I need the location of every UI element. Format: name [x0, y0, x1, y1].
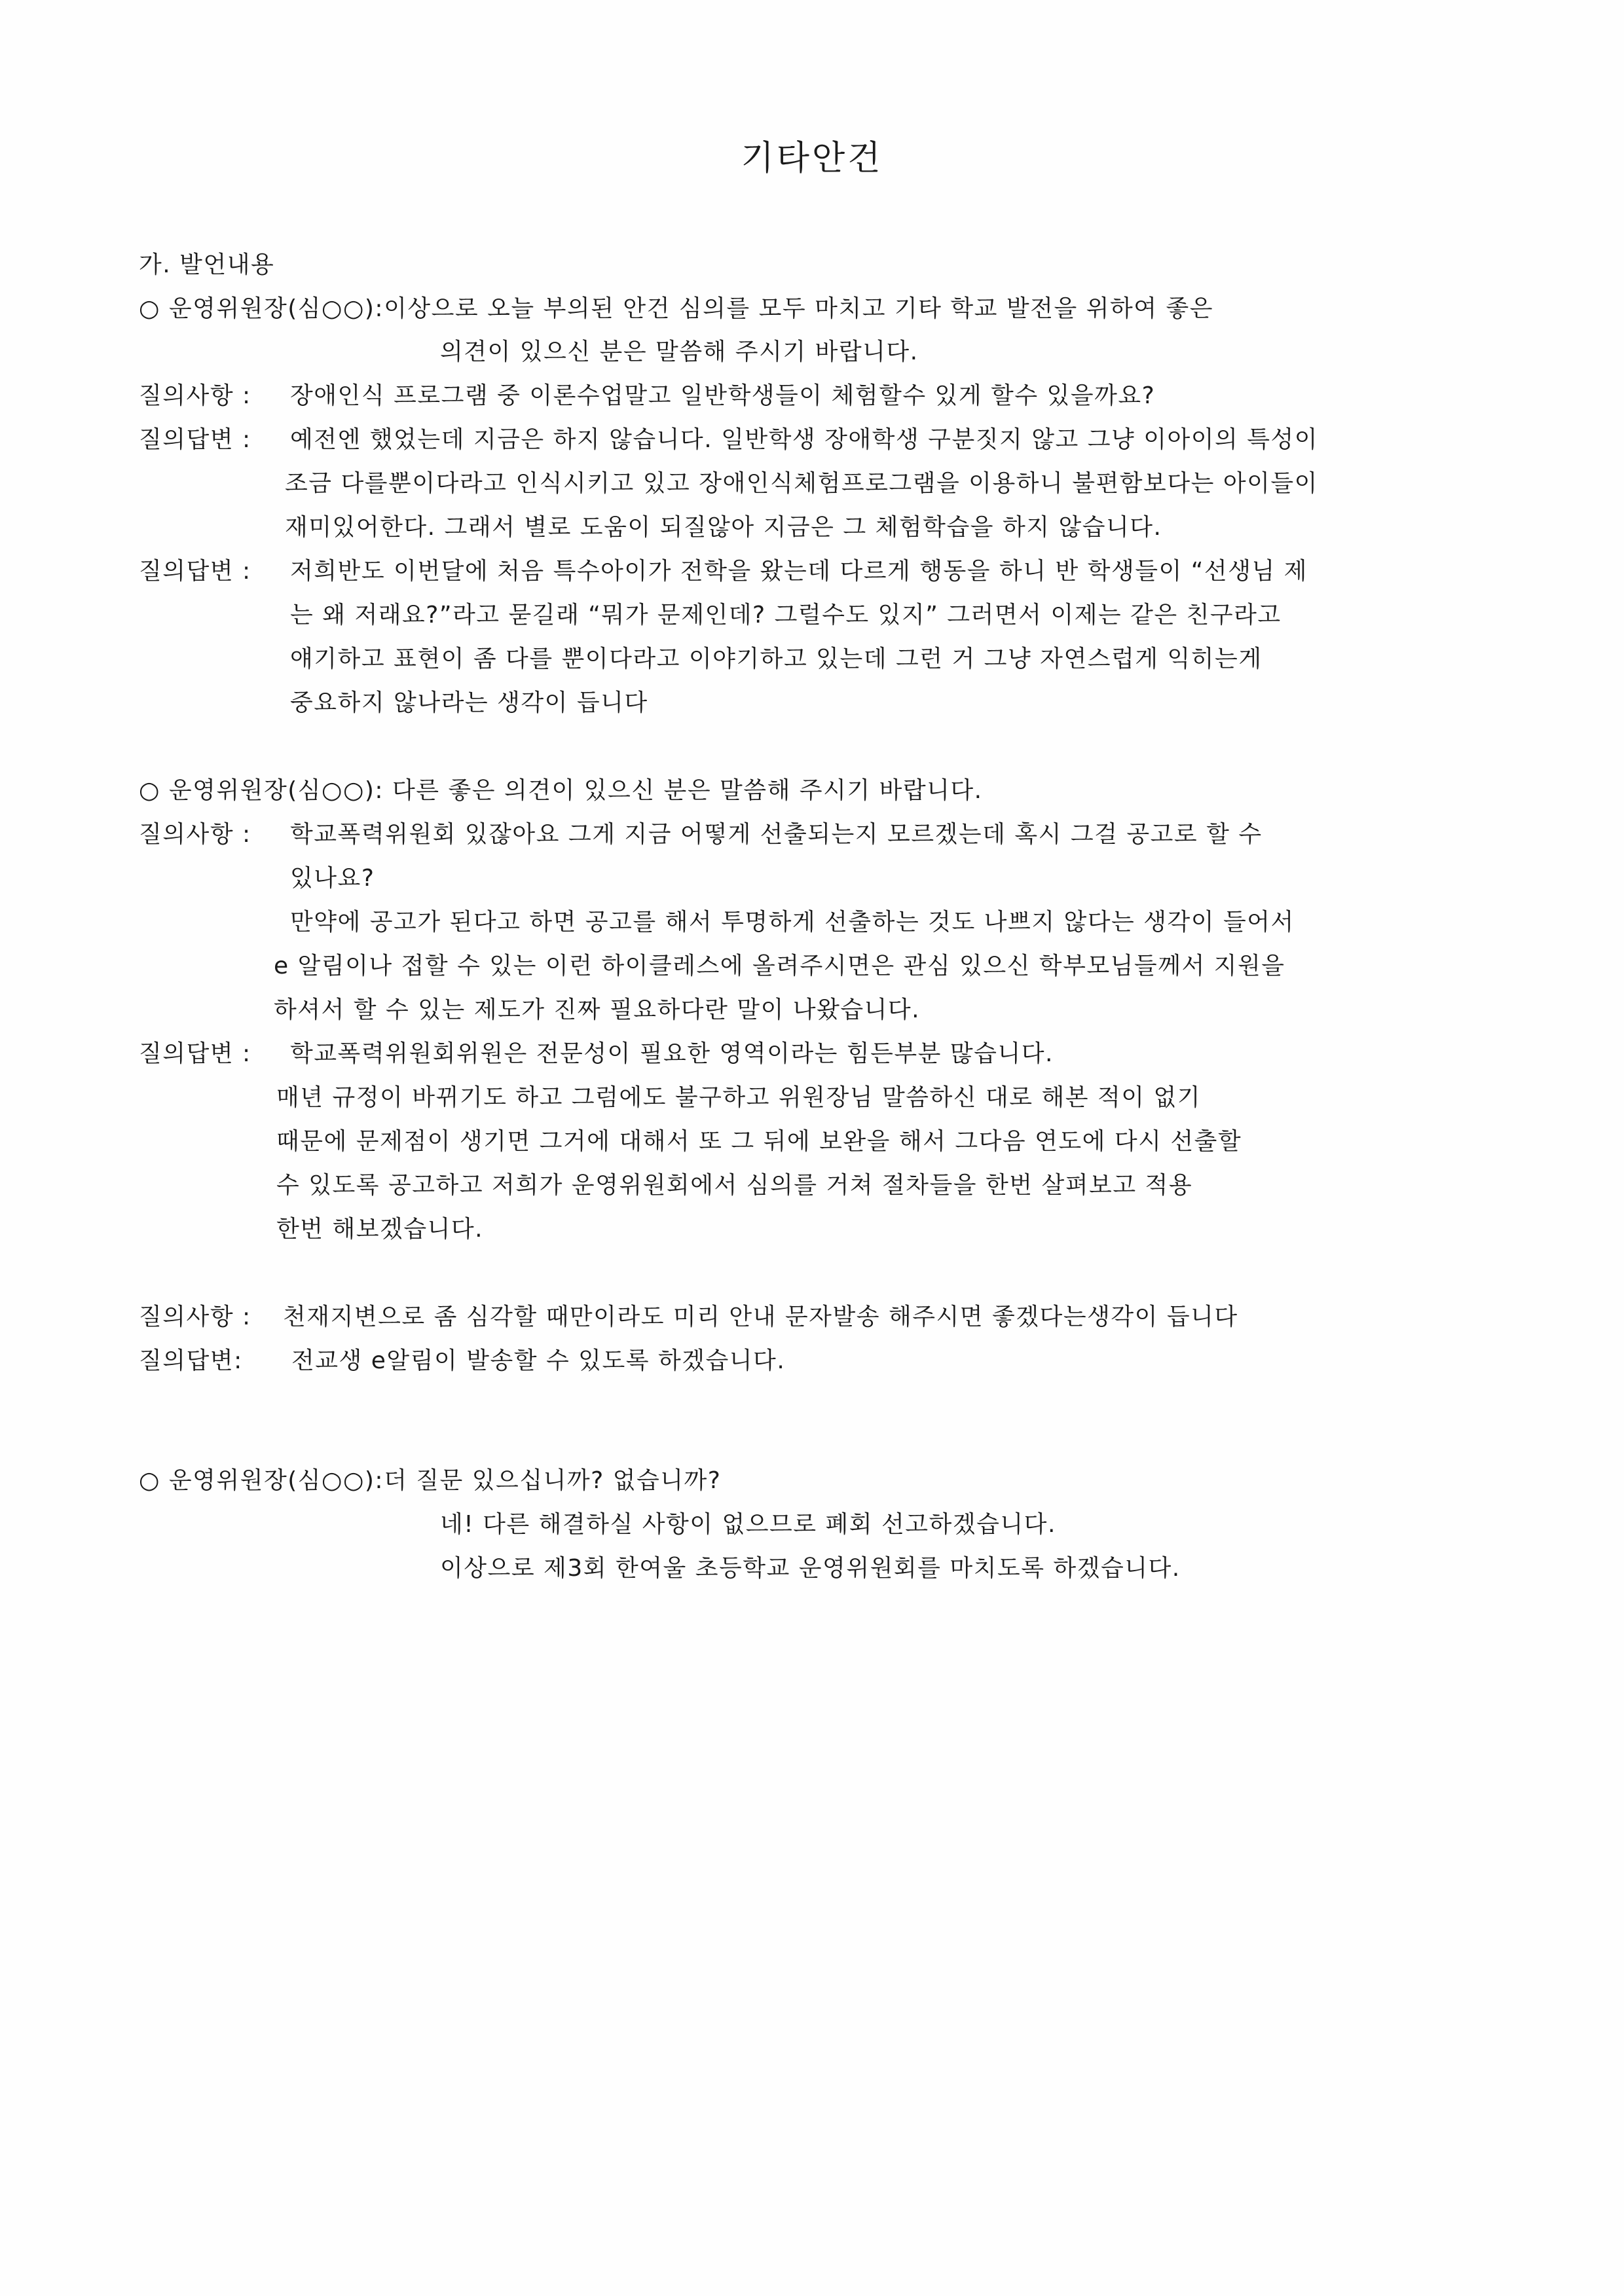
question-label: 질의사항 :	[139, 821, 251, 848]
page-title: 기타안건	[741, 139, 883, 178]
statement-text: 더 질문 있으십니까? 없습니까?	[384, 1467, 722, 1494]
answer-text: 저희반도 이번달에 처음 특수아이가 전학을 왔는데 다르게 행동을 하니 반 학생들이 “선생님 제	[290, 558, 1308, 585]
answer-text: 한번 해보겠습니다.	[276, 1216, 484, 1243]
answer-text: 조금 다를뿐이다라고 인식시키고 있고 장애인식체험프로그램을 이용하니 불편함보다는 아이들이	[285, 470, 1318, 497]
answer-text: 재미있어한다. 그래서 별로 도움이 되질않아 지금은 그 체험학습을 하지 않습니다.	[285, 514, 1162, 541]
question-text: 장애인식 프로그램 중 이론수업말고 일반학생들이 체험할수 있게 할수 있을까요?	[290, 382, 1156, 409]
answer-text: 중요하지 않나라는 생각이 듭니다	[290, 689, 648, 716]
answer-label: 질의답변 :	[139, 1040, 251, 1067]
chair-statement-1	[139, 293, 1213, 325]
question-text: e 알림이나 접할 수 있는 이런 하이클레스에 올려주시면은 관심 있으신 학부모님들께서 지원을	[274, 953, 1285, 979]
question-text: 하셔서 할 수 있는 제도가 진짜 필요하다란 말이 나왔습니다.	[274, 996, 921, 1023]
statement-text: 의견이 있으신 분은 말씀해 주시기 바랍니다.	[440, 338, 919, 365]
question-label: 질의사항 :	[139, 1303, 251, 1330]
answer-text: 학교폭력위원회위원은 전문성이 필요한 영역이라는 힘든부분 많습니다.	[290, 1040, 1054, 1067]
answer-text: 예전엔 했었는데 지금은 하지 않습니다. 일반학생 장애학생 구분짓지 않고 그냥 이아이의 특성이	[290, 426, 1319, 453]
speaker-label: ○ 운영위원장(심○○):	[139, 777, 384, 804]
answer-text: 때문에 문제점이 생기면 그거에 대해서 또 그 뒤에 보완을 해서 그다음 연도에 다시 선출할	[276, 1128, 1242, 1155]
answer-label: 질의답변:	[139, 1347, 243, 1374]
statement-text: 네! 다른 해결하실 사항이 없으므로 폐회 선고하겠습니다.	[440, 1511, 1056, 1538]
question-text: 있나요?	[290, 865, 375, 892]
section-label: 가. 발언내용	[139, 251, 275, 278]
answer-text: 전교생 e알림이 발송할 수 있도록 하겠습니다.	[291, 1347, 786, 1374]
statement-text: 다른 좋은 의견이 있으신 분은 말씀해 주시기 바랍니다.	[384, 777, 983, 804]
question-label: 질의사항 :	[139, 382, 251, 409]
answer-text: 는 왜 저래요?”라고 묻길래 “뭐가 문제인데? 그럴수도 있지” 그러면서 이제는 같은 친구라고	[290, 602, 1282, 629]
question-text: 학교폭력위원회 있잖아요 그게 지금 어떻게 선출되는지 모르겠는데 혹시 그걸 공고로 할 수	[290, 821, 1263, 848]
answer-label: 질의답변 :	[139, 426, 251, 453]
statement-text: 이상으로 오늘 부의된 안건 심의를 모두 마치고 기타 학교 발전을 위하여 좋은	[384, 295, 1213, 322]
question-text: 만약에 공고가 된다고 하면 공고를 해서 투명하게 선출하는 것도 나쁘지 않다는 생각이 들어서	[290, 909, 1295, 936]
answer-text: 수 있도록 공고하고 저희가 운영위원회에서 심의를 거쳐 절차들을 한번 살펴보고 적용	[276, 1172, 1193, 1199]
chair-statement-3	[139, 1465, 721, 1497]
speaker-label: ○ 운영위원장(심○○):	[139, 295, 384, 322]
answer-text: 얘기하고 표현이 좀 다를 뿐이다라고 이야기하고 있는데 그런 거 그냥 자연스럽게 익히는게	[290, 646, 1263, 672]
answer-label: 질의답변 :	[139, 558, 251, 585]
chair-statement-2	[139, 774, 983, 807]
statement-text: 이상으로 제3회 한여울 초등학교 운영위원회를 마치도록 하겠습니다.	[440, 1555, 1181, 1582]
speaker-label: ○ 운영위원장(심○○):	[139, 1467, 384, 1494]
question-text: 천재지변으로 좀 심각할 때만이라도 미리 안내 문자발송 해주시면 좋겠다는생각이 듭니다	[283, 1303, 1238, 1330]
answer-text: 매년 규정이 바뀌기도 하고 그럼에도 불구하고 위원장님 말씀하신 대로 해본 적이 없기	[276, 1084, 1202, 1111]
